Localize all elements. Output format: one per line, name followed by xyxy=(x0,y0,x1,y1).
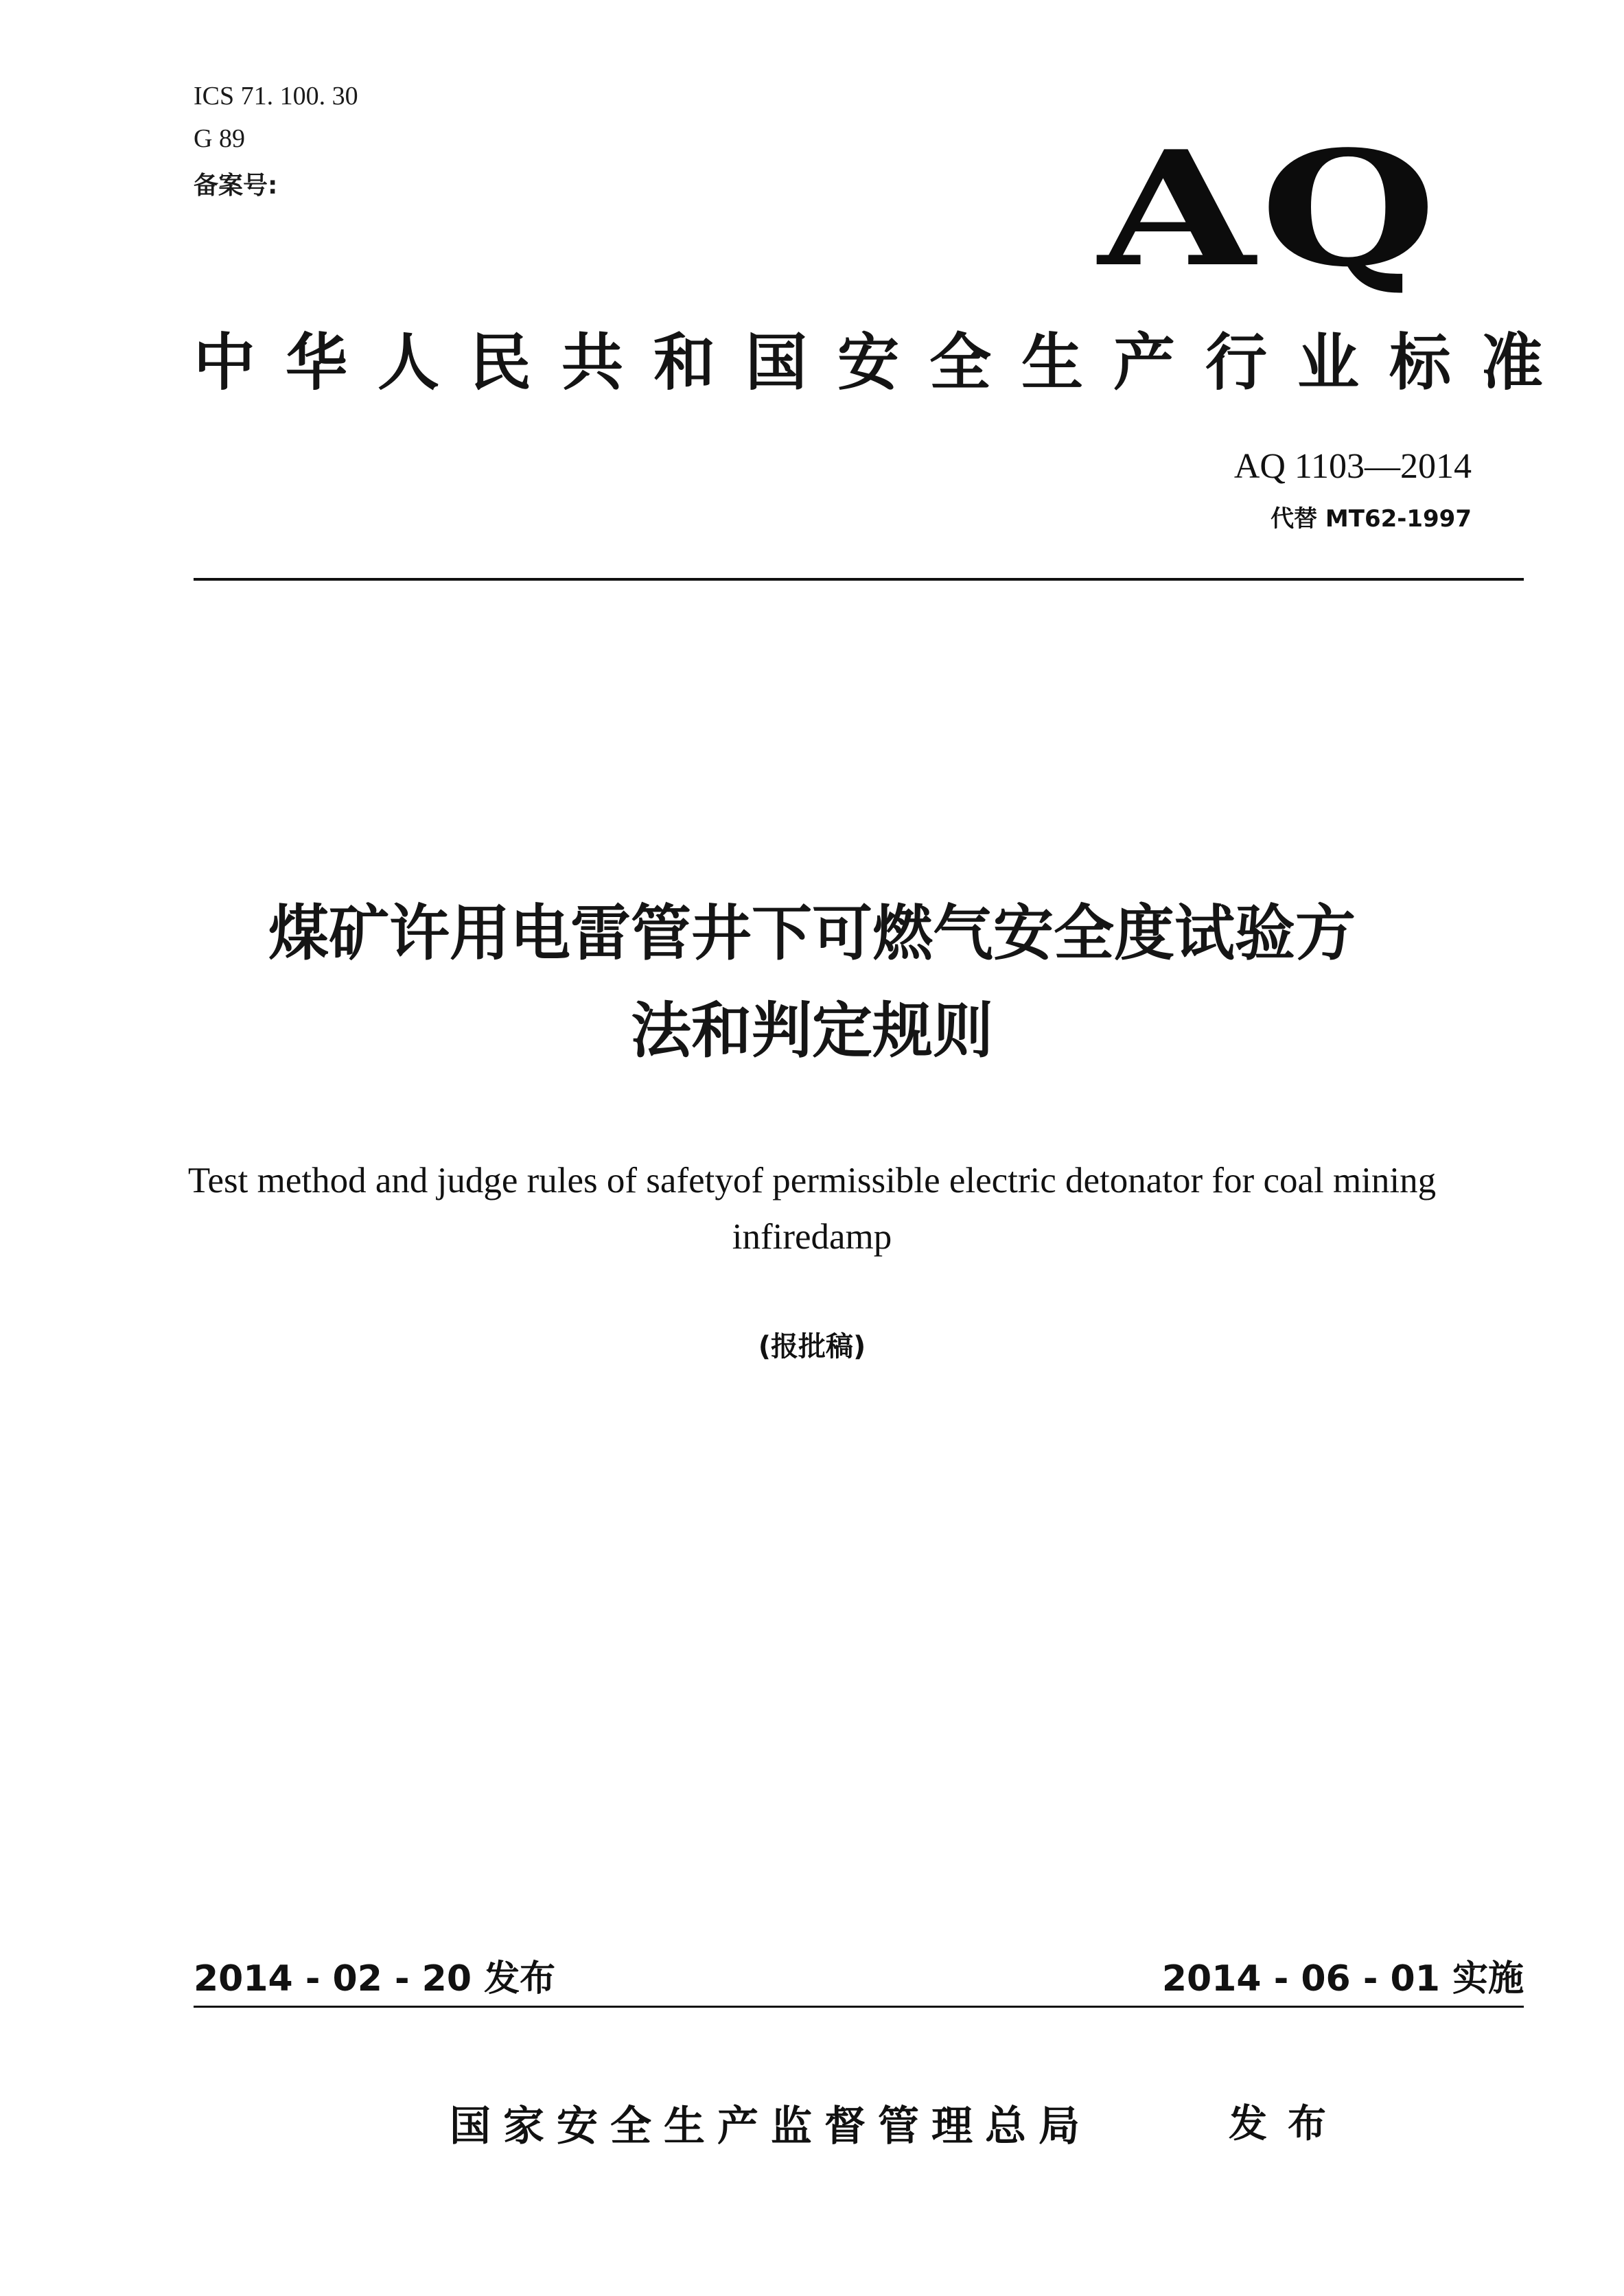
title-cn-line-2: 法和判定规则 xyxy=(630,995,993,1066)
issuing-authority: 国家安全生产监督管理总局 xyxy=(450,2102,1092,2150)
aq-logo: AQ xyxy=(1098,117,1442,302)
title-en-line-2: infiredamp xyxy=(732,1217,892,1257)
top-divider xyxy=(194,578,1524,581)
title-cn-line-1: 煤矿许用电雷管井下可燃气安全度试验方 xyxy=(268,898,1356,969)
standard-number: AQ 1103—2014 xyxy=(1233,447,1472,486)
filing-number-label: 备案号: xyxy=(194,172,278,200)
implementation-date: 2014 - 06 - 01 实施 xyxy=(1161,1958,1524,1999)
replaces-standard: 代替 MT62-1997 xyxy=(1271,505,1472,533)
title-en-line-1: Test method and judge rules of safetyof permissible electric detonator for coal mining xyxy=(187,1161,1437,1201)
ccs-code: G 89 xyxy=(194,124,245,153)
ics-code: ICS 71. 100. 30 xyxy=(194,82,358,111)
draft-status: (报批稿) xyxy=(758,1331,866,1362)
issue-label: 发布 xyxy=(1229,2102,1347,2146)
bottom-divider xyxy=(194,2006,1524,2008)
issue-date: 2014 - 02 - 20 发布 xyxy=(194,1958,556,1999)
standard-type-heading: 中华人民共和国安全生产行业标准 xyxy=(194,327,1573,399)
